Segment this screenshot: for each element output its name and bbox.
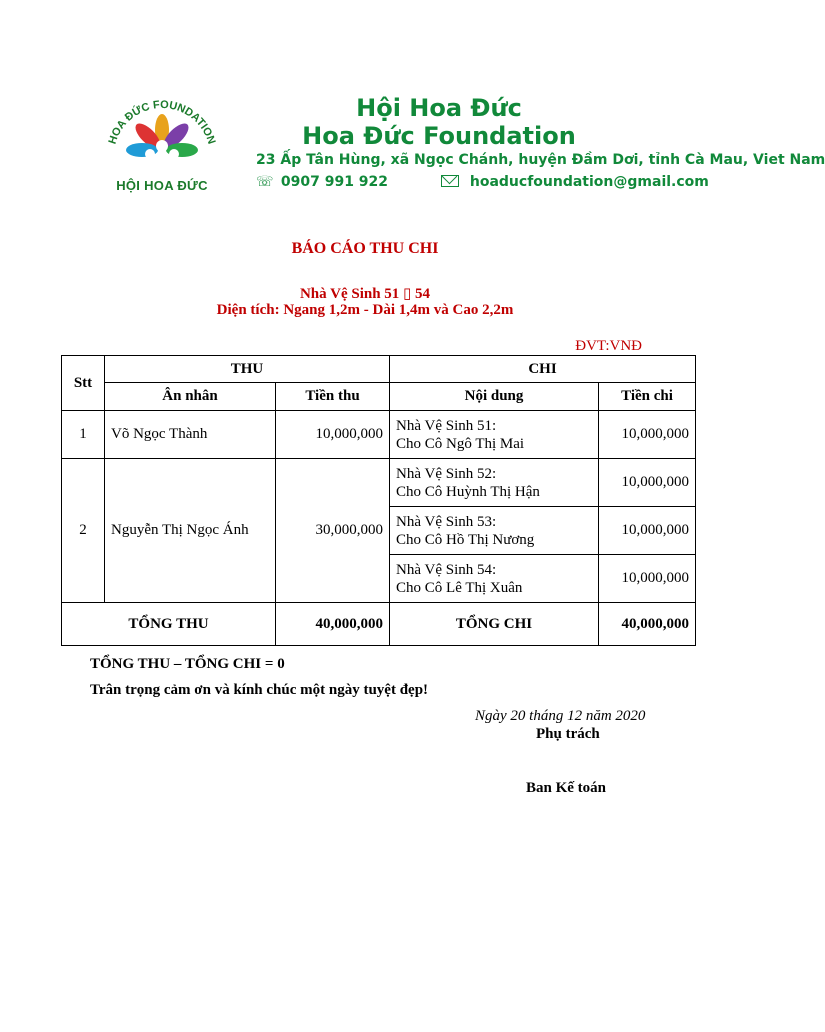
org-email-wrap [441,173,709,191]
row-stt: 2 [62,459,105,603]
col-stt: Stt [62,356,105,411]
col-content: Nội dung [390,383,599,411]
letterhead [98,86,825,214]
lotus-logo-icon [98,86,226,182]
org-email[interactable]: hoaducfoundation@gmail.com [469,174,709,190]
total-expense-label: TỔNG CHI [390,603,599,646]
row-content [390,507,599,555]
col-income: Tiền thu [276,383,390,411]
report-subtitle: Nhà Vệ Sinh 51 ▯ 54 [299,286,431,302]
responsible-role: Phụ trách [536,726,600,742]
thanks-note: Trân trọng cảm ơn và kính chúc một ngày tuyệt đẹp! [90,682,429,698]
phone-icon: ☏ [256,174,274,190]
row-income: 10,000,000 [276,411,390,459]
org-name-vi: Hội Hoa Đức [356,94,522,122]
row-donor: Võ Ngọc Thành [105,411,276,459]
org-name-en: Hoa Đức Foundation [302,122,576,150]
row-expense: 10,000,000 [599,459,696,507]
balance-summary: TỔNG THU – TỔNG CHI = 0 [90,656,285,672]
row-expense: 10,000,000 [599,507,696,555]
content-line1: Nhà Vệ Sinh 51: [396,417,497,434]
group-chi: CHI [390,356,696,383]
content-line2: Cho Cô Huỳnh Thị Hận [396,483,540,500]
logo-bottom-text: HỘI HOA ĐỨC [116,178,208,193]
foundation-logo [98,86,226,214]
org-phone: 0907 991 922 [280,174,389,190]
table-total-row [62,603,696,646]
content-line1: Nhà Vệ Sinh 53: [396,513,497,530]
row-expense: 10,000,000 [599,411,696,459]
col-donor: Ân nhân [105,383,276,411]
report-dimensions: Diện tích: Ngang 1,2m - Dài 1,4m và Cao 2,2m [216,302,514,318]
report-date: Ngày 20 tháng 12 năm 2020 [475,708,646,724]
table-row [62,459,696,507]
row-content [390,411,599,459]
content-line2: Cho Cô Lê Thị Xuân [396,579,523,596]
table-header-row [62,356,696,383]
income-expense-table [61,355,696,646]
content-line1: Nhà Vệ Sinh 52: [396,465,497,482]
col-expense: Tiền chi [599,383,696,411]
report-title: BÁO CÁO THU CHI [291,240,439,257]
mail-icon [441,175,459,187]
currency-unit: ĐVT:VNĐ [575,338,642,354]
row-expense: 10,000,000 [599,555,696,603]
content-line1: Nhà Vệ Sinh 54: [396,561,497,578]
content-line2: Cho Cô Hồ Thị Nương [396,531,535,548]
org-address: 23 Ấp Tân Hùng, xã Ngọc Chánh, huyện Đầm Dơi, tỉnh Cà Mau, Viet Nam [256,152,825,168]
row-content [390,555,599,603]
total-income: 40,000,000 [276,603,390,646]
row-donor: Nguyễn Thị Ngọc Ánh [105,459,276,603]
total-income-label: TỔNG THU [62,603,276,646]
row-content [390,459,599,507]
total-expense: 40,000,000 [599,603,696,646]
table-row [62,411,696,459]
signer: Ban Kế toán [526,780,607,796]
group-thu: THU [105,356,390,383]
content-line2: Cho Cô Ngô Thị Mai [396,435,525,452]
org-contact [256,173,709,191]
logo-arc-text: HOA ĐỨC FOUNDATION [106,98,218,146]
row-income: 30,000,000 [276,459,390,603]
row-stt: 1 [62,411,105,459]
table-subheader-row [62,383,696,411]
